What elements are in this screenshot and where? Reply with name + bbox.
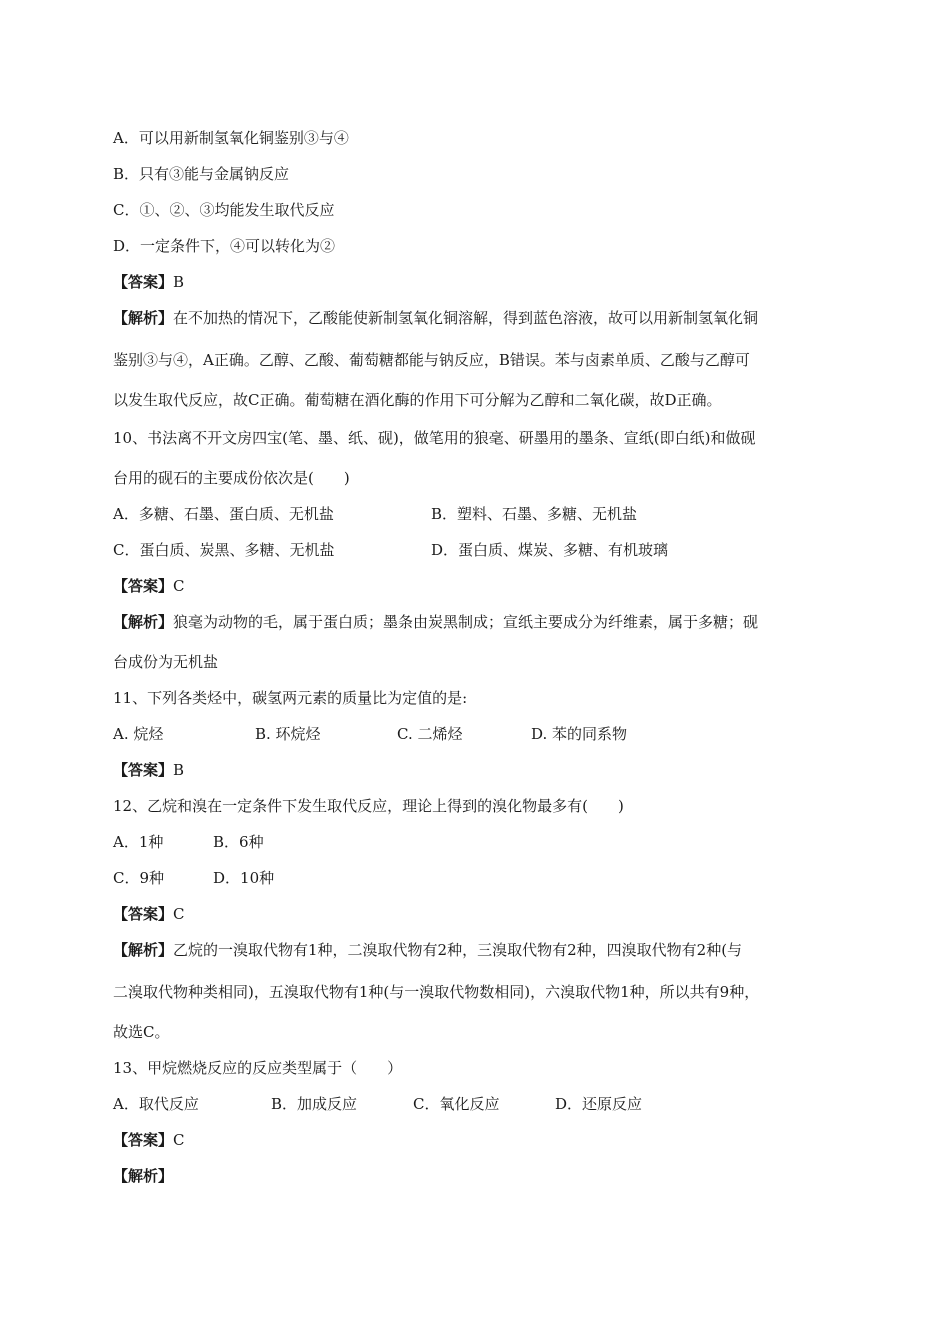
q9-option-d: D．一定条件下，④可以转化为②	[113, 237, 336, 255]
analysis-tag: 【解析】	[113, 941, 174, 959]
answer-tag: 【答案】	[113, 1131, 174, 1149]
analysis-tag: 【解析】	[113, 613, 174, 631]
analysis-tag: 【解析】	[113, 309, 174, 327]
q12-stem: 12、乙烷和溴在一定条件下发生取代反应，理论上得到的溴化物最多有( )	[113, 797, 624, 815]
q9-option-a: A．可以用新制氢氧化铜鉴别③与④	[113, 129, 349, 147]
q13-analysis	[113, 1166, 173, 1186]
q11-option-b: B. 环烷烃	[255, 725, 321, 743]
answer-value: B	[173, 273, 185, 291]
analysis-text: 乙烷的一溴取代物有1种，二溴取代物有2种，三溴取代物有2种，四溴取代物有2种(与	[173, 941, 743, 959]
analysis-text: 狼毫为动物的毛，属于蛋白质；墨条由炭黑制成；宣纸主要成分为纤维素，属于多糖；砚	[173, 613, 759, 631]
analysis-tag: 【解析】	[113, 1167, 174, 1185]
q13-option-b: B．加成反应	[271, 1095, 358, 1113]
answer-value: C	[173, 577, 185, 595]
q10-option-b: B．塑料、石墨、多糖、无机盐	[431, 505, 638, 523]
q13-option-c: C．氧化反应	[413, 1095, 500, 1113]
q10-options-row-1	[113, 504, 637, 524]
q12-option-c: C．9种	[113, 869, 165, 887]
answer-tag: 【答案】	[113, 273, 174, 291]
answer-tag: 【答案】	[113, 905, 174, 923]
answer-value: C	[173, 1131, 185, 1149]
answer-tag: 【答案】	[113, 577, 174, 595]
q12-option-a: A．1种	[113, 833, 164, 851]
q9-analysis-line-2: 鉴别③与④，A正确。乙醇、乙酸、葡萄糖都能与钠反应，B错误。苯与卤素单质、乙酸与乙醇可	[113, 351, 750, 369]
q9-option-b: B．只有③能与金属钠反应	[113, 165, 290, 183]
analysis-text: 在不加热的情况下，乙酸能使新制氢氧化铜溶解，得到蓝色溶液，故可以用新制氢氧化铜	[173, 309, 759, 327]
q9-answer	[113, 272, 184, 292]
q13-option-a: A．取代反应	[113, 1095, 199, 1113]
q11-answer	[113, 760, 184, 780]
q10-answer	[113, 576, 185, 596]
q10-option-c: C．蛋白质、炭黑、多糖、无机盐	[113, 541, 335, 559]
q12-option-d: D．10种	[213, 869, 275, 887]
answer-value: B	[173, 761, 185, 779]
q12-analysis-line-2: 二溴取代物种类相同)，五溴取代物有1种(与一溴取代物数相同)，六溴取代物1种，所以共有9种，	[113, 983, 760, 1001]
q9-analysis-line-1	[113, 308, 758, 328]
q10-analysis-line-1	[113, 612, 758, 632]
answer-tag: 【答案】	[113, 761, 174, 779]
q12-option-b: B．6种	[213, 833, 264, 851]
answer-value: C	[173, 905, 185, 923]
q12-analysis-line-3: 故选C。	[113, 1023, 170, 1041]
q13-options-row	[113, 1094, 642, 1114]
q12-options-row-2	[113, 868, 274, 888]
q13-answer	[113, 1130, 185, 1150]
q12-options-row-1	[113, 832, 264, 852]
q11-options-row	[113, 724, 627, 744]
q10-option-d: D．蛋白质、煤炭、多糖、有机玻璃	[431, 541, 669, 559]
q10-option-a: A．多糖、石墨、蛋白质、无机盐	[113, 505, 334, 523]
q11-stem: 11、下列各类烃中，碳氢两元素的质量比为定值的是:	[113, 689, 468, 707]
q13-option-d: D．还原反应	[555, 1095, 643, 1113]
q11-option-c: C. 二烯烃	[397, 725, 463, 743]
q11-option-d: D. 苯的同系物	[531, 725, 628, 743]
q12-analysis-line-1	[113, 940, 742, 960]
q9-option-c: C．①、②、③均能发生取代反应	[113, 201, 335, 219]
q9-analysis-line-3: 以发生取代反应，故C正确。葡萄糖在酒化酶的作用下可分解为乙醇和二氧化碳，故D正确。	[113, 391, 722, 409]
q10-analysis-line-2: 台成份为无机盐	[113, 653, 219, 671]
q10-stem-line-1: 10、书法离不开文房四宝(笔、墨、纸、砚)，做笔用的狼毫、研墨用的墨条、宣纸(即白纸)和做砚	[113, 429, 756, 447]
q10-stem-line-2: 台用的砚石的主要成份依次是( )	[113, 469, 350, 487]
q11-option-a: A. 烷烃	[113, 725, 164, 743]
q10-options-row-2	[113, 540, 668, 560]
q12-answer	[113, 904, 185, 924]
q13-stem: 13、甲烷燃烧反应的反应类型属于（ ）	[113, 1059, 403, 1077]
